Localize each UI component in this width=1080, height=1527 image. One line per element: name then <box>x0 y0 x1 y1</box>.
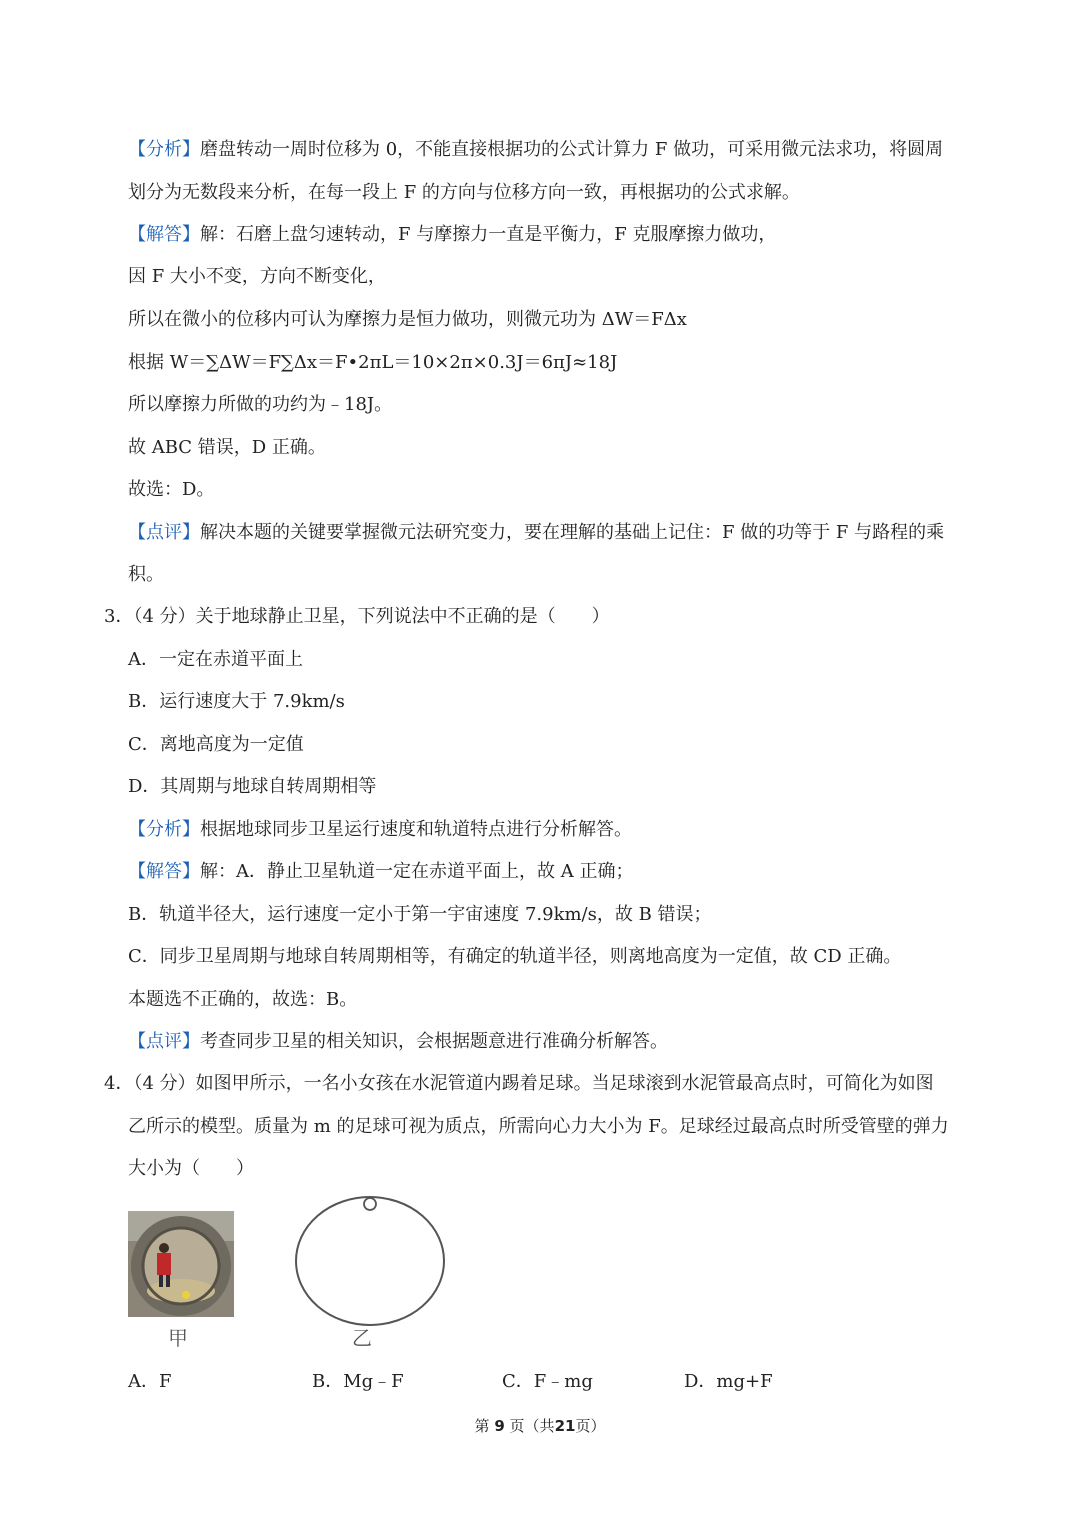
q2-comment-text-1: 解决本题的关键要掌握微元法研究变力，要在理解的基础上记住：F 做的功等于 F 与路程的乘 <box>200 522 945 543</box>
q2-analysis-line-2: 划分为无数段来分析，在每一段上 F 的方向与位移方向一致，再根据功的公式求解。 <box>128 182 800 203</box>
q3-answer-line-3: C．同步卫星周期与地球自转周期相等，有确定的轨道半径，则离地高度为一定值，故 CD 正确。 <box>128 946 902 967</box>
q3-analysis-text: 根据地球同步卫星运行速度和轨道特点进行分析解答。 <box>200 819 632 840</box>
q2-analysis-line-1 <box>128 138 943 162</box>
q2-analysis-text-1: 磨盘转动一周时位移为 0，不能直接根据功的公式计算力 F 做功，可采用微元法求功，将圆周 <box>200 139 944 160</box>
q3-answer-line-2: B．轨道半径大，运行速度一定小于第一宇宙速度 7.9km/s，故 B 错误； <box>128 904 712 925</box>
q4-option-b: B．Mg﹣F <box>312 1371 404 1392</box>
pipe-circle-diagram <box>290 1192 452 1328</box>
figure-jia-caption: 甲 <box>168 1326 188 1350</box>
analysis-tag: 【分析】 <box>128 819 200 840</box>
comment-tag: 【点评】 <box>128 1031 200 1052</box>
q3-option-d: D．其周期与地球自转周期相等 <box>128 776 377 797</box>
q3-answer-line-1 <box>128 860 633 884</box>
pipe-photo-illustration <box>128 1211 234 1317</box>
q4-option-d: D．mg+F <box>684 1371 773 1392</box>
answer-tag: 【解答】 <box>128 861 200 882</box>
q3-analysis-line <box>128 818 632 842</box>
q2-answer-line-4: 根据 W＝∑ΔW＝F∑Δx＝F•2πL＝10×2π×0.3J＝6πJ≈18J <box>128 352 618 373</box>
footer-suffix: 页） <box>575 1417 606 1435</box>
q3-comment-text: 考查同步卫星的相关知识，会根据题意进行准确分析解答。 <box>200 1031 668 1052</box>
q2-answer-line-1 <box>128 223 776 247</box>
q2-answer-text-1: 解：石磨上盘匀速转动，F 与摩擦力一直是平衡力，F 克服摩擦力做功， <box>200 224 777 245</box>
q2-answer-line-2: 因 F 大小不变，方向不断变化， <box>128 266 386 287</box>
q3-option-b: B．运行速度大于 7.9km/s <box>128 691 345 712</box>
q3-answer-text-1: 解：A．静止卫星轨道一定在赤道平面上，故 A 正确； <box>200 861 634 882</box>
q2-comment-line-1 <box>128 521 944 545</box>
q3-option-a: A．一定在赤道平面上 <box>128 649 303 670</box>
footer-prefix: 第 <box>474 1417 490 1435</box>
q4-stem-line-1: 4．（4 分）如图甲所示，一名小女孩在水泥管道内踢着足球。当足球滚到水泥管最高点时，可简化为如图 <box>104 1073 934 1094</box>
q3-stem: 3．（4 分）关于地球静止卫星，下列说法中不正确的是（ ） <box>104 606 610 627</box>
q3-option-c: C．离地高度为一定值 <box>128 734 304 755</box>
current-page: 9 <box>494 1417 505 1435</box>
q2-answer-line-7: 故选：D。 <box>128 479 215 500</box>
figure-jia-photo <box>128 1211 234 1317</box>
answer-tag: 【解答】 <box>128 224 200 245</box>
page-number-footer <box>0 1416 1080 1436</box>
q4-stem-line-3: 大小为（ ） <box>128 1158 254 1179</box>
total-pages: 21 <box>554 1417 576 1435</box>
q3-comment-line <box>128 1030 668 1054</box>
footer-mid: 页（共 <box>509 1417 555 1435</box>
q2-answer-line-3: 所以在微小的位移内可认为摩擦力是恒力做功，则微元功为 ΔW＝FΔx <box>128 309 687 330</box>
q2-answer-line-5: 所以摩擦力所做的功约为﹣18J。 <box>128 394 393 415</box>
figure-yi-caption: 乙 <box>352 1326 372 1350</box>
q4-stem-line-2: 乙所示的模型。质量为 m 的足球可视为质点，所需向心力大小为 F。足球经过最高点时所受管壁的弹力 <box>128 1116 949 1137</box>
q4-option-c: C．F﹣mg <box>502 1371 593 1392</box>
q3-answer-line-4: 本题选不正确的，故选：B。 <box>128 989 358 1010</box>
comment-tag: 【点评】 <box>128 522 200 543</box>
analysis-tag: 【分析】 <box>128 139 200 160</box>
q4-option-a: A．F <box>128 1371 172 1392</box>
figure-yi-diagram <box>290 1192 452 1328</box>
q2-comment-line-2: 积。 <box>128 564 164 585</box>
q2-answer-line-6: 故 ABC 错误，D 正确。 <box>128 437 326 458</box>
